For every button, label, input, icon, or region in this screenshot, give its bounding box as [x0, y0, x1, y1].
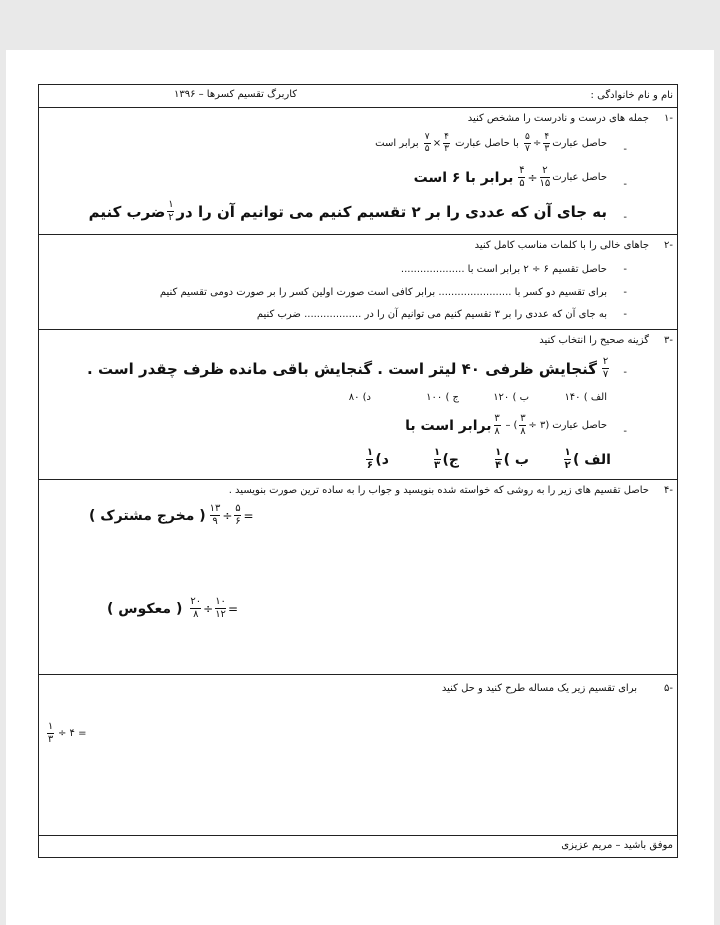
- q3-option2-c: ج) $\frac{۱}{۳}$: [433, 447, 459, 471]
- fraction: $\frac{۳}{۸}$: [520, 413, 526, 437]
- name-label: نام و نام خانوادگی :: [590, 90, 673, 101]
- worksheet: [38, 84, 678, 858]
- q1-item3-suffix: ضرب کنیم: [88, 202, 166, 221]
- q3-option-a: الف ) ۱۴۰: [564, 392, 607, 403]
- q1-item2-dash: -: [623, 179, 627, 190]
- fraction: $\frac{۷}{۵}$: [424, 132, 430, 154]
- q2-item3-dash: -: [623, 309, 627, 320]
- q1-item1-prefix: حاصل عبارت: [552, 138, 607, 149]
- q2-item1: حاصل تقسیم ۶ ÷ ۲ برابر است با ....................: [400, 264, 607, 275]
- question-3: [39, 330, 677, 480]
- q1-item3-text: به جای آن که عددی را بر ۲ تقسیم کنیم می توانیم آن را در: [176, 202, 607, 221]
- worksheet-title: کاربرگ تقسیم کسرها – ۱۳۹۶: [173, 89, 297, 100]
- footer-text: موفق باشید – مریم عزیزی: [561, 840, 673, 851]
- q2-number: ۲-: [664, 240, 673, 251]
- q1-item1-dash: -: [623, 144, 627, 155]
- q2-item1-dash: -: [623, 264, 627, 275]
- q2-item3: به جای آن که عددی را بر ۳ تقسیم کنیم می توانیم آن را در .................. ضرب کنیم: [256, 309, 607, 320]
- q1-item1: حاصل عبارت $\frac{۴}{۳}$ ÷ $\frac{۵}{۷}$ با حاصل عبارت $\frac{۴}{۳}$ × $\frac{۷}{۵}$ برابر است: [375, 132, 607, 154]
- q4-number: ۴-: [664, 485, 673, 496]
- q3-option-c: ج ) ۱۰۰: [426, 392, 459, 403]
- question-2: [39, 235, 677, 330]
- fraction: $\frac{۴}{۵}$: [519, 165, 525, 189]
- q5-title: برای تقسیم زیر یک مساله طرح کنید و حل کنید: [441, 683, 637, 694]
- q3-option-b: ب ) ۱۲۰: [493, 392, 529, 403]
- q4-ex1-method: ( مخرج مشترک ): [89, 507, 206, 524]
- q4-title: حاصل تقسیم های زیر را به روشی که خواسته شده بنویسید و جواب را به ساده ترین صورت بنویسید .: [228, 485, 649, 496]
- fraction: $\frac{۱}{۳}$: [433, 447, 441, 471]
- q2-title: جاهای خالی را با کلمات مناسب کامل کنید: [474, 240, 649, 251]
- q4-exercise-1: ( مخرج مشترک ) $\frac{۱۳}{۹}$ ÷ $\frac{۵}{۶}$ =: [89, 503, 254, 527]
- q1-number: ۱-: [664, 113, 673, 124]
- q1-item2-suffix: برابر با ۶ است: [413, 169, 514, 186]
- fraction: $\frac{۵}{۶}$: [235, 503, 241, 527]
- fraction: $\frac{۱۰}{۱۲}$: [215, 596, 226, 620]
- fraction: $\frac{۵}{۷}$: [524, 132, 530, 154]
- q4-exercise-2: ( معکوس ) $\frac{۲۰}{۸}$ ÷ $\frac{۱۰}{۱۲}$ =: [107, 596, 238, 620]
- fraction: $\frac{۲}{۱۵}$: [539, 165, 551, 189]
- q4-ex2-method: ( معکوس ): [107, 600, 183, 617]
- q3-item2: حاصل عبارت (۳ ÷ $\frac{۳}{۸}$ ) – $\frac{۳}{۸}$ برابر است با: [405, 413, 607, 437]
- question-5: [39, 675, 677, 836]
- fraction: $\frac{۲۰}{۸}$: [190, 596, 202, 620]
- fraction: $\frac{۴}{۳}$: [544, 132, 550, 154]
- q3-number: ۳-: [664, 335, 673, 346]
- q3-item2-dash: -: [623, 426, 627, 437]
- fraction: $\frac{۱۳}{۹}$: [209, 503, 221, 527]
- q5-expression: [45, 722, 87, 745]
- q3-title: گزینه صحیح را انتخاب کنید: [539, 335, 649, 346]
- q1-item3: [89, 200, 607, 223]
- q1-item2-prefix: حاصل عبارت: [552, 172, 607, 183]
- q3-item2-prefix: حاصل عبارت: [552, 420, 607, 431]
- fraction: $\frac{۱}{۶}$: [366, 447, 373, 471]
- q1-item1-suffix: برابر است: [375, 138, 419, 149]
- q3-option2-a: الف ) $\frac{۱}{۲}$: [564, 447, 611, 471]
- fraction: $\frac{۱}{۴}$: [495, 447, 502, 471]
- footer-row: [39, 836, 677, 857]
- q2-item2-dash: -: [623, 287, 627, 298]
- q3-item1-text: گنجایش ظرفی ۴۰ لیتر است . گنجایش باقی مانده ظرف چقدر است .: [87, 359, 597, 378]
- q3-item1: [87, 357, 611, 380]
- q3-option-d: د) ۸۰: [348, 392, 371, 403]
- question-4: [39, 480, 677, 675]
- q3-option2-b: ب ) $\frac{۱}{۴}$: [495, 447, 529, 471]
- fraction: $\frac{۱}{۲}$: [168, 199, 174, 223]
- q1-item2: حاصل عبارت $\frac{۲}{۱۵}$ ÷ $\frac{۴}{۵}$ برابر با ۶ است: [413, 165, 607, 189]
- fraction: $\frac{۴}{۳}$: [444, 132, 450, 154]
- question-1: [39, 108, 677, 235]
- q1-title: جمله های درست و نادرست را مشخص کنید: [467, 113, 649, 124]
- q5-number: ۵-: [664, 683, 673, 694]
- fraction: $\frac{۳}{۸}$: [494, 413, 500, 437]
- q5-rest: ÷ ۴ =: [58, 728, 87, 739]
- q3-item2-suffix: برابر است با: [405, 417, 492, 434]
- q3-item1-dash: -: [623, 367, 627, 378]
- q1-item3-dash: -: [623, 212, 627, 223]
- header-row: [39, 85, 677, 108]
- q1-item1-middle: با حاصل عبارت: [455, 138, 519, 149]
- q2-item2: برای تقسیم دو کسر با ....................... برابر کافی است صورت اولین کسر را بر صورت دومی تقسیم کنیم: [159, 287, 607, 298]
- q3-option2-d: د) $\frac{۱}{۶}$: [366, 447, 389, 471]
- fraction: $\frac{۱}{۲}$: [564, 447, 571, 471]
- fraction: $\frac{۱}{۳}$: [47, 721, 54, 745]
- fraction: $\frac{۲}{۷}$: [602, 356, 609, 380]
